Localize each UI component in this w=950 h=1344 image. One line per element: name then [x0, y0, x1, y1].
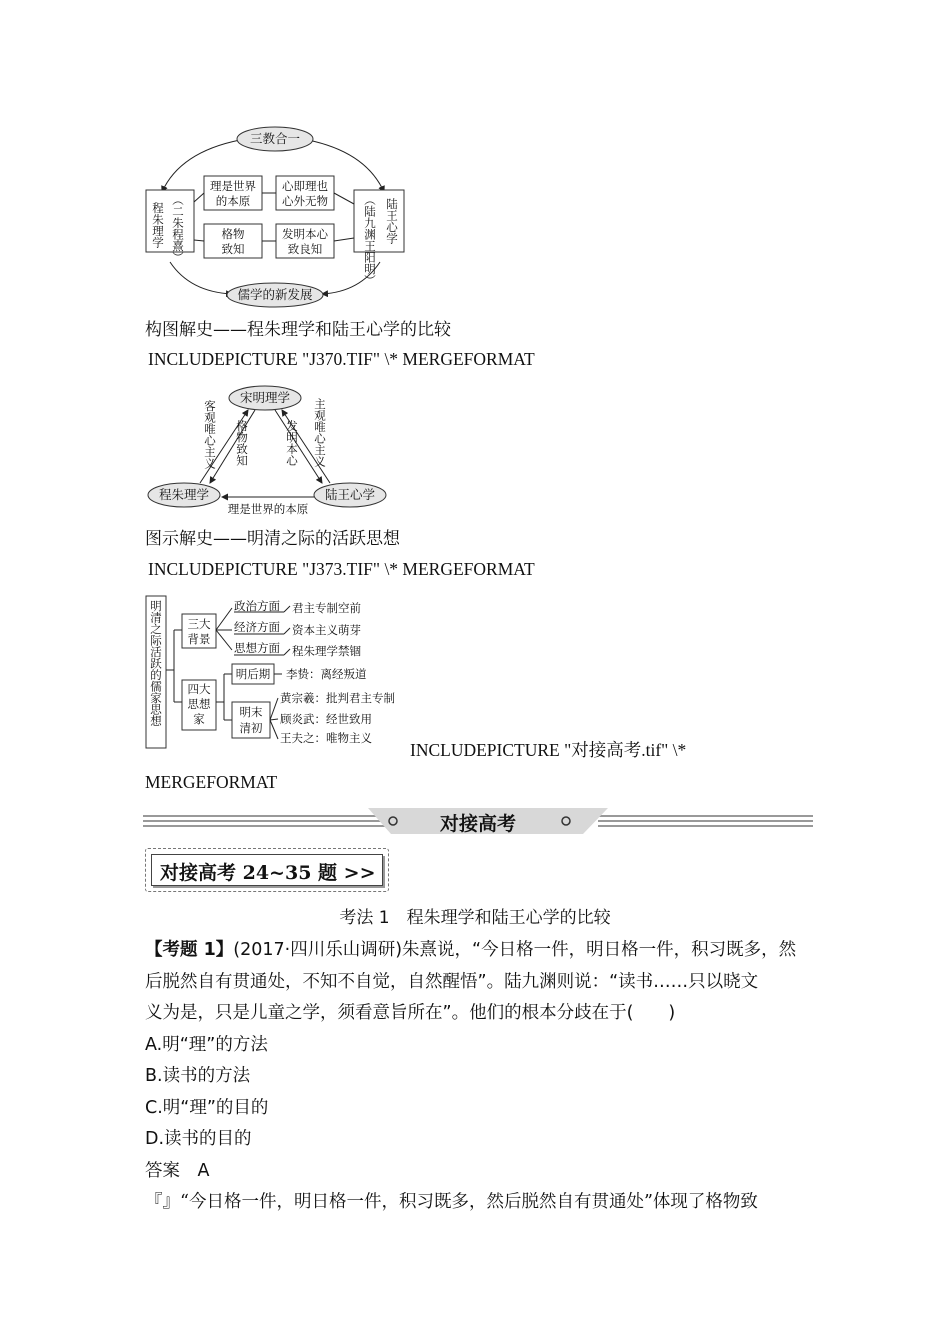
- includepicture-2: INCLUDEPICTURE "J373.TIF" \* MERGEFORMAT: [148, 559, 535, 579]
- box4-line1: 发明本心: [282, 227, 328, 241]
- box1-line1: 理是世界: [210, 179, 256, 193]
- box2-line1: 心即理也: [282, 179, 328, 193]
- left-col2: ︵二朱程熹︶: [171, 194, 185, 263]
- label-song-ming: 宋明理学: [239, 390, 291, 405]
- top-label: 三教合一: [249, 131, 301, 146]
- root-label: 明清之际活跃的儒家思想: [149, 600, 163, 727]
- boxed-title-text: 对接高考 24~35 题 >>: [160, 862, 376, 884]
- question-line1-text: 朱熹说，“今日格一件，明日格一件，积习既多，然: [402, 940, 797, 960]
- option-a: A.明“理”的方法: [145, 1035, 268, 1055]
- g1-item3-label: 思想方面: [234, 641, 280, 655]
- g1-item3-value: 程朱理学禁锢: [292, 644, 361, 658]
- g1-item2-label: 经济方面: [234, 620, 280, 634]
- question-source: (2017·四川乐山调研): [233, 940, 403, 960]
- caption-2: 图示解史——明清之际的活跃思想: [145, 529, 400, 549]
- box3-line2: 致知: [221, 242, 245, 256]
- includepicture-3-part1: INCLUDEPICTURE "对接高考.tif" \*: [410, 740, 687, 760]
- sub2-line2: 清初: [239, 721, 263, 735]
- includepicture-3-part2: MERGEFORMAT: [145, 772, 278, 792]
- group1-line1: 三大: [187, 617, 211, 631]
- g1-item1-value: 君主专制空前: [292, 601, 361, 615]
- boxed-title-frame: [145, 848, 389, 892]
- label-li-world-origin: 理是世界的本原: [227, 502, 309, 516]
- sub2-item1: 黄宗羲：批判君主专制: [280, 691, 395, 705]
- sub1-label: 明后期: [235, 667, 271, 681]
- right-col2: ︵陆九渊王阳明︶: [363, 194, 377, 286]
- box4-line2: 致良知: [287, 242, 323, 256]
- sub2-item2: 顾炎武：经世致用: [280, 712, 372, 726]
- option-b: B.读书的方法: [145, 1066, 251, 1086]
- caption-1: 构图解史——程朱理学和陆王心学的比较: [145, 320, 451, 340]
- question-label: 【考题 1】: [145, 940, 234, 960]
- box2-line2: 心外无物: [282, 194, 328, 208]
- question-line-2: 后脱然自有贯通处，不知不自觉，自然醒悟”。陆九渊则说：“读书……只以晓文: [145, 972, 759, 992]
- right-col1: 陆王心学: [385, 198, 399, 244]
- box3-line1: 格物: [221, 227, 245, 241]
- section-banner: [143, 806, 813, 836]
- answer: 答案 A: [145, 1161, 210, 1181]
- group2-line3: 家: [193, 712, 205, 726]
- label-fa-ming-ben-xin: 发明本心: [285, 420, 299, 466]
- g1-item2-value: 资本主义萌芽: [292, 623, 361, 637]
- option-d: D.读书的目的: [145, 1129, 252, 1149]
- figure-ming-qing-thought-tree: [140, 590, 420, 755]
- g1-item1-label: 政治方面: [234, 599, 280, 613]
- group1-line2: 背景: [187, 632, 211, 646]
- bottom-label: 儒学的新发展: [237, 287, 313, 302]
- question-line-3: 义为是，只是儿童之学，须看意旨所在”。他们的根本分歧在于( ): [145, 1003, 676, 1023]
- includepicture-1: INCLUDEPICTURE "J370.TIF" \* MERGEFORMAT: [148, 349, 535, 369]
- option-c: C.明“理”的目的: [145, 1098, 269, 1118]
- label-objective-idealism: 客观唯心主义: [203, 400, 217, 469]
- figure-cheng-zhu-vs-lu-wang-cycle: [140, 122, 410, 312]
- section-title: 考法 1 程朱理学和陆王心学的比较: [339, 908, 611, 928]
- sub1-item: 李贽：离经叛道: [286, 667, 367, 681]
- sub2-line1: 明末: [239, 705, 263, 719]
- label-cheng-zhu: 程朱理学: [158, 487, 210, 502]
- left-col1: 程朱理学: [151, 202, 165, 248]
- label-ge-wu-zhi-zhi: 格物致知: [235, 420, 249, 466]
- label-subjective-idealism: 主观唯心主义: [313, 398, 327, 467]
- box1-line2: 的本原: [215, 194, 251, 208]
- label-lu-wang: 陆王心学: [324, 487, 376, 502]
- group2-line1: 四大: [187, 682, 211, 696]
- question-line-1: [145, 938, 796, 962]
- sub2-item3: 王夫之：唯物主义: [280, 731, 372, 745]
- analysis-line: 『』“今日格一件，明日格一件，积习既多，然后脱然自有贯通处”体现了格物致: [145, 1192, 758, 1212]
- figure-song-ming-triangle: [140, 380, 400, 520]
- group2-line2: 思想: [187, 697, 211, 711]
- banner-title: 对接高考: [439, 813, 516, 835]
